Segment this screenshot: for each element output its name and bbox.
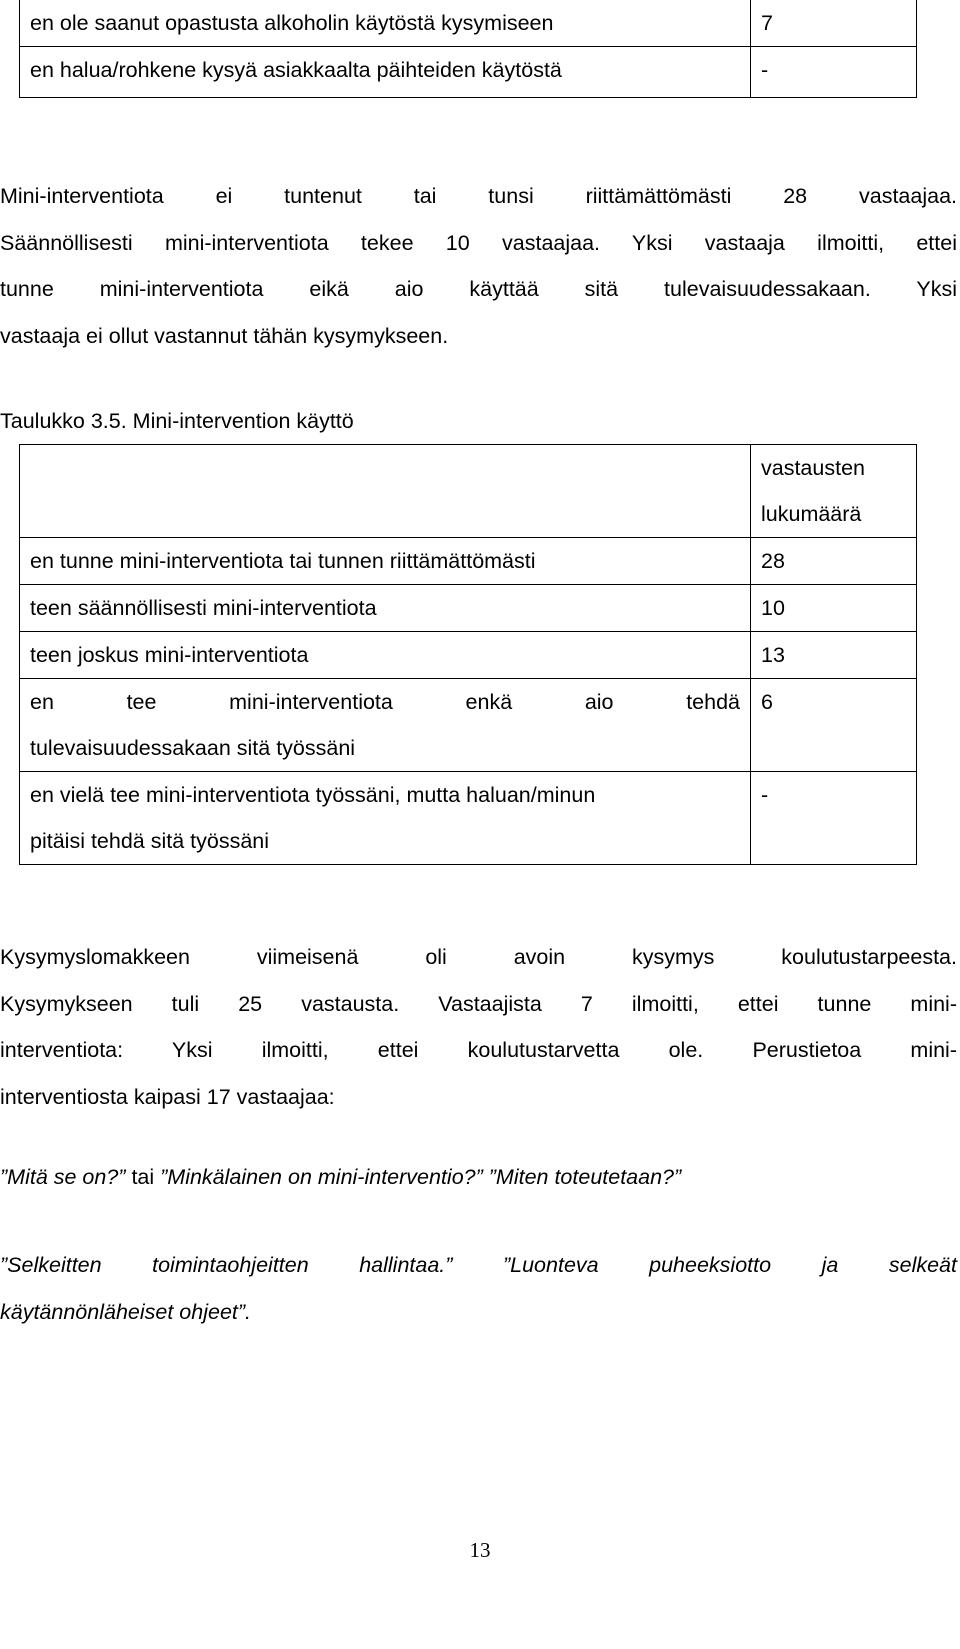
table-cell-label — [20, 772, 751, 865]
label-line: en tee mini-interventiota enkä aio tehdä — [30, 690, 740, 714]
table-header-count — [751, 445, 917, 538]
quote-wishes — [0, 1242, 957, 1335]
table-cell-value: 28 — [751, 538, 917, 585]
paragraph-line: Säännöllisesti mini-interventiota tekee 10 vastaajaa. Yksi vastaaja ilmoitti, ettei — [0, 230, 957, 255]
page-number: 13 — [469, 1538, 491, 1562]
quote-line: käytännönläheiset ohjeet”. — [0, 1299, 252, 1324]
paragraph-line: interventiota: Yksi ilmoitti, ettei koulutustarvetta ole. Perustietoa mini- — [0, 1038, 957, 1062]
paragraph-mini-intervention-knowledge — [0, 173, 957, 359]
table-row — [20, 679, 917, 772]
mini-intervention-table — [19, 444, 917, 865]
table-cell-label — [20, 679, 751, 772]
table-cell-value: - — [751, 47, 917, 98]
table-cell-label: en tunne mini-interventiota tai tunnen riittämättömästi — [20, 538, 751, 585]
table-row — [20, 0, 917, 47]
table-caption: Taulukko 3.5. Mini-intervention käyttö — [0, 409, 354, 433]
table-cell-label: en ole saanut opastusta alkoholin käytöstä kysymiseen — [20, 0, 751, 47]
quote-text: ”Mitä se on?” — [0, 1165, 126, 1189]
table-cell-value: 6 — [751, 679, 917, 772]
table-row — [20, 47, 917, 98]
quote-separator: tai — [125, 1165, 161, 1189]
table-cell-label: teen joskus mini-interventiota — [20, 632, 751, 679]
table-row — [20, 632, 917, 679]
label-line: tulevaisuudessakaan sitä työssäni — [30, 736, 356, 760]
quote-line: ”Selkeitten toimintaohjeitten hallintaa.” ”Luonteva puheeksiotto ja selkeät — [0, 1253, 957, 1277]
header-line: lukumäärä — [761, 502, 862, 526]
paragraph-line: Kysymykseen tuli 25 vastausta. Vastaajista 7 ilmoitti, ettei tunne mini- — [0, 991, 957, 1016]
table-row — [20, 538, 917, 585]
quote-text: ”Minkälainen on mini-interventio?” — [160, 1165, 483, 1189]
paragraph-line: vastaaja ei ollut vastannut tähän kysymykseen. — [0, 323, 449, 348]
paragraph-line: tunne mini-interventiota eikä aio käyttää sitä tulevaisuudessakaan. Yksi — [0, 277, 957, 301]
table-row — [20, 772, 917, 865]
quote-text: ”Miten toteutetaan?” — [482, 1165, 682, 1189]
paragraph-line: Mini-interventiota ei tuntenut tai tunsi riittämättömästi 28 vastaajaa. — [0, 184, 957, 208]
table-row — [20, 585, 917, 632]
paragraph-line: interventiosta kaipasi 17 vastaajaa: — [0, 1084, 335, 1109]
table-cell-value: 10 — [751, 585, 917, 632]
table-cell-value: - — [751, 772, 917, 865]
table-cell-label: teen säännöllisesti mini-interventiota — [20, 585, 751, 632]
paragraph-line: Kysymyslomakkeen viimeisenä oli avoin kysymys koulutustarpeesta. — [0, 945, 957, 969]
top-table — [19, 0, 917, 98]
table-cell-value: 13 — [751, 632, 917, 679]
paragraph-training-needs — [0, 934, 957, 1120]
table-header-empty — [20, 445, 751, 538]
table-cell-label: en halua/rohkene kysyä asiakkaalta päihteiden käytöstä — [20, 47, 751, 98]
quote-line — [0, 1154, 957, 1201]
table-cell-value: 7 — [751, 0, 917, 47]
quote-questions — [0, 1154, 957, 1201]
label-line: en vielä tee mini-interventiota työssäni, mutta haluan/minun — [30, 783, 596, 807]
header-line: vastausten — [761, 456, 865, 480]
table-header-row — [20, 445, 917, 538]
label-line: pitäisi tehdä sitä työssäni — [30, 829, 270, 853]
